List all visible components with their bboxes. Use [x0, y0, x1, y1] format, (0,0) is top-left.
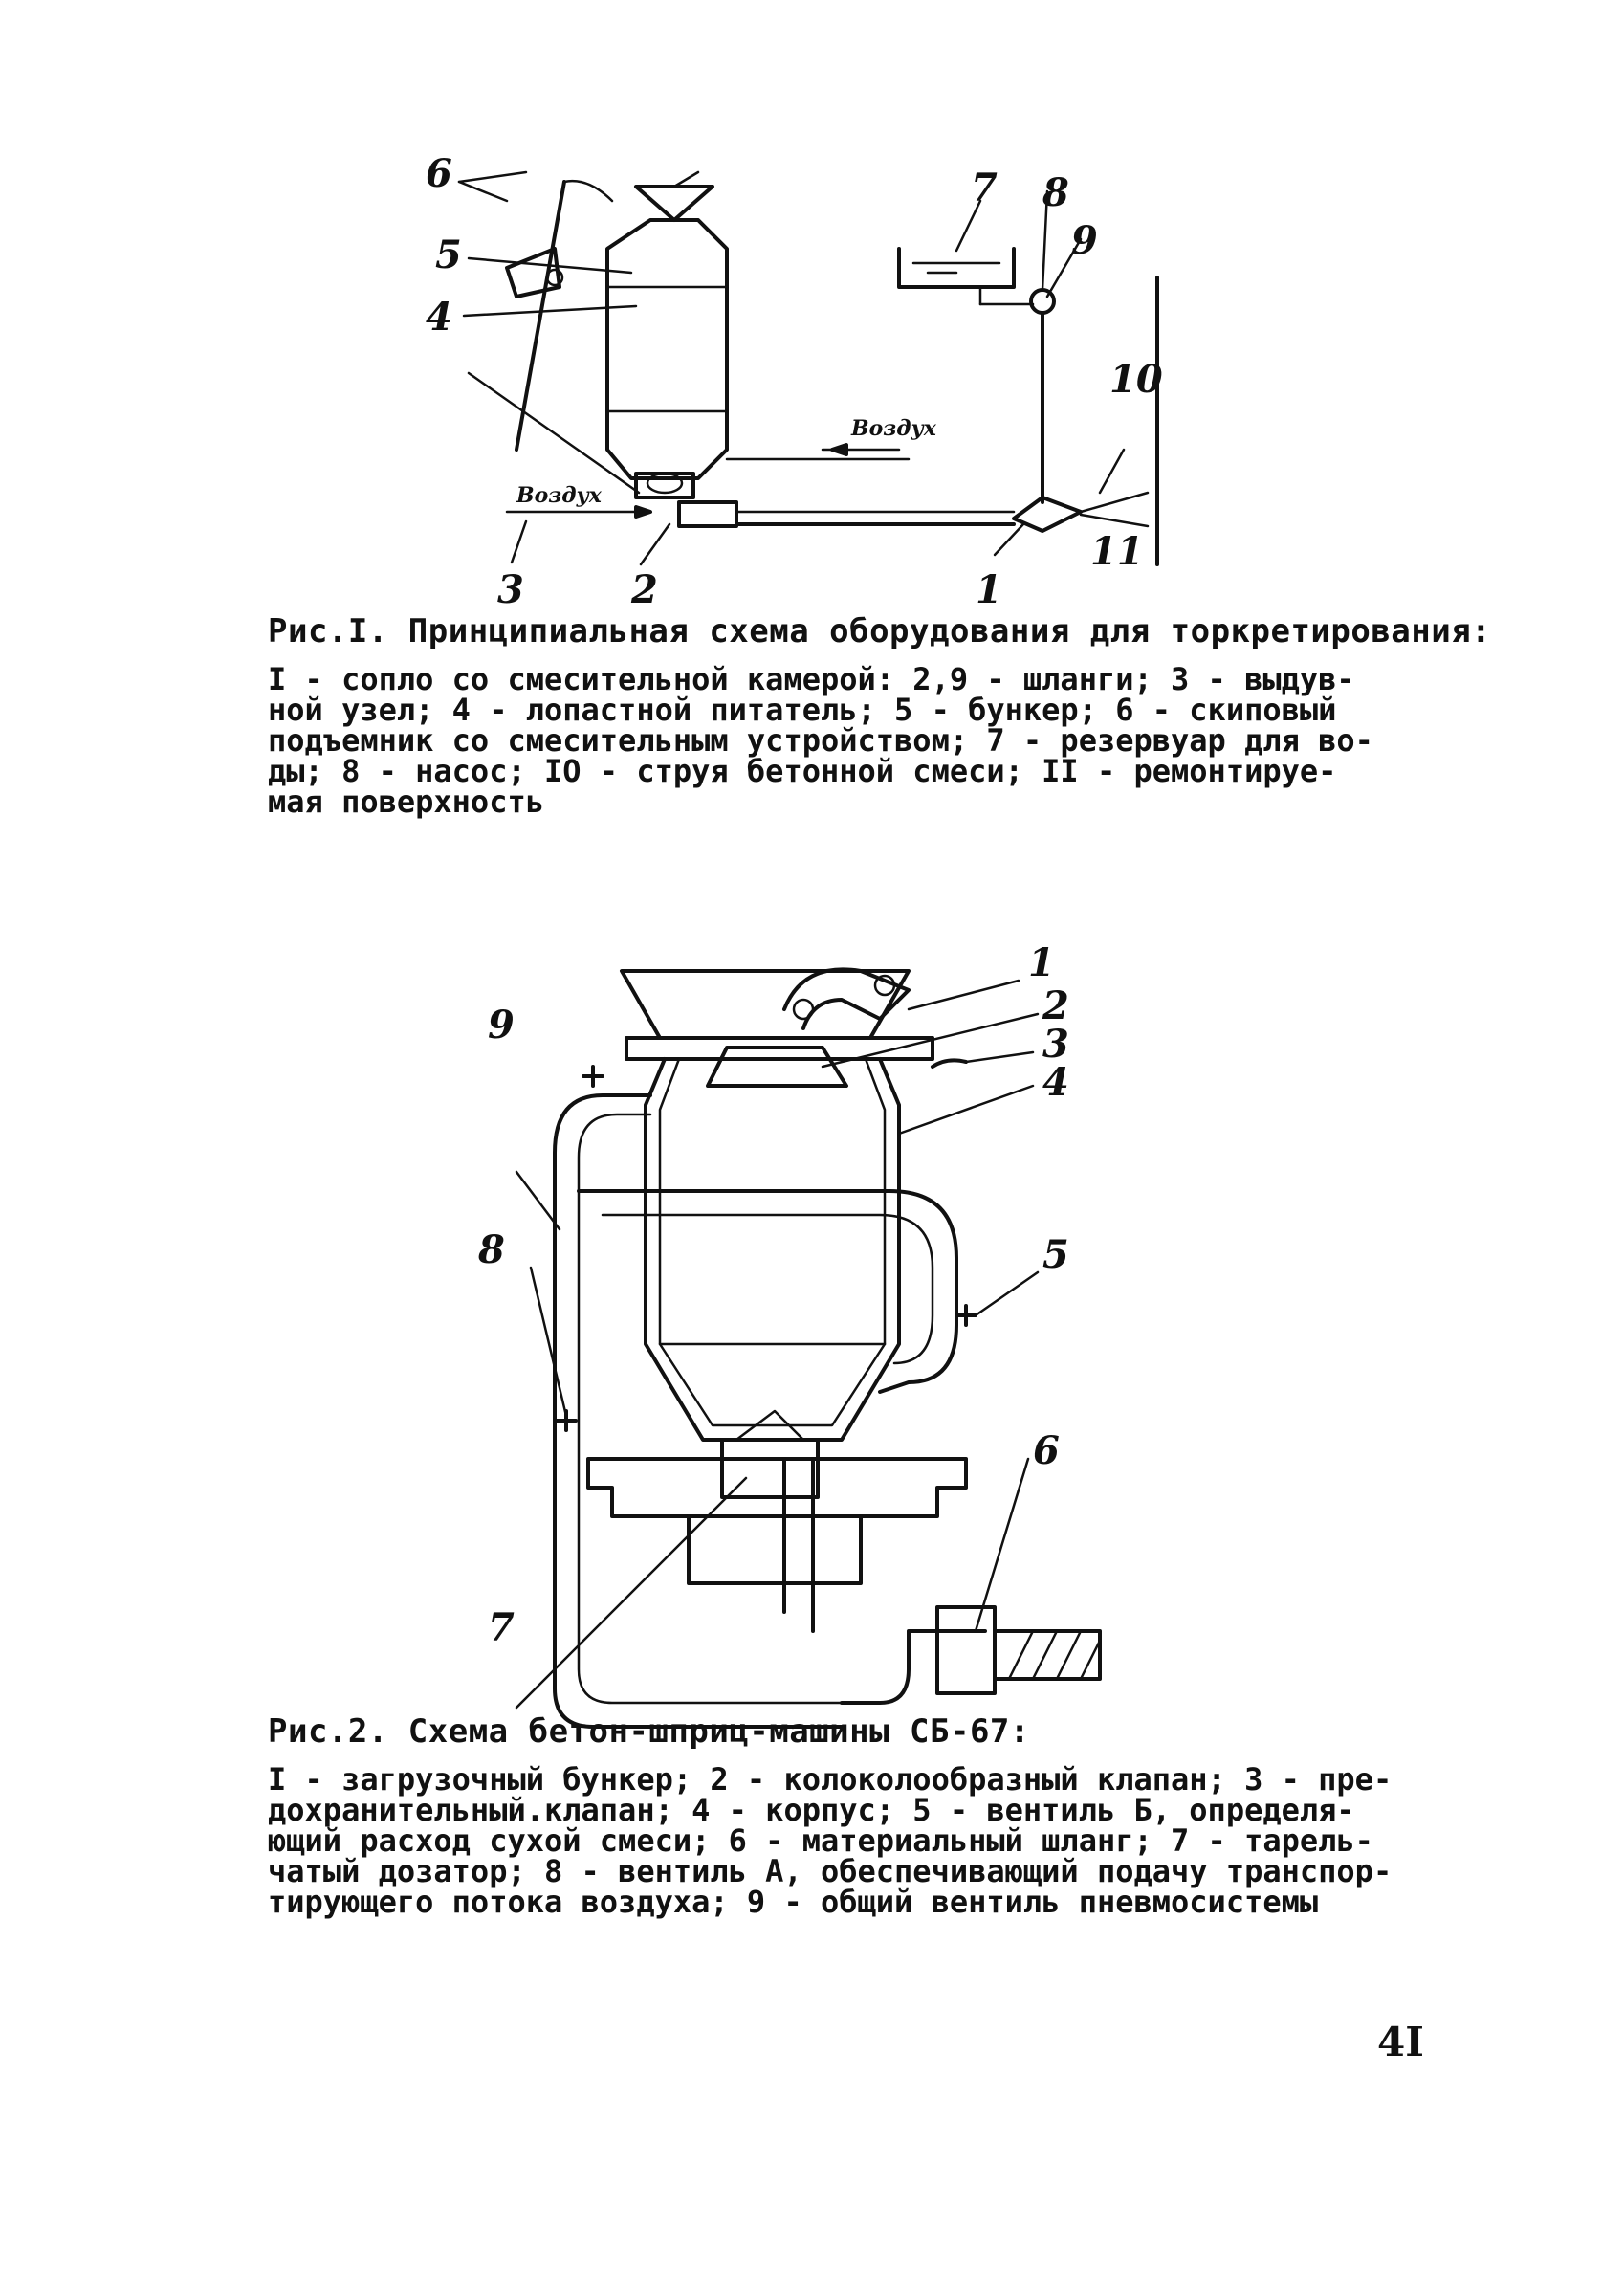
caption-line: I - загрузочный бункер; 2 - колоколообразный клапан; 3 - пре-	[268, 1761, 1393, 1798]
fig2-label-3: 3	[1042, 1022, 1069, 1067]
figure-2-caption-title: Рис.2. Схема бетон-шприц-машины СБ-67:	[268, 1712, 1030, 1751]
caption-line: ной узел; 4 - лопастной питатель; 5 - бункер; 6 - скиповый	[268, 692, 1337, 728]
nozzle	[1014, 497, 1081, 531]
fig2-label-7: 7	[488, 1605, 515, 1650]
fig1-label-7: 7	[971, 166, 998, 210]
fig1-label-9: 9	[1071, 218, 1098, 263]
fig1-label-11: 11	[1090, 529, 1144, 574]
figure-2-caption	[268, 1712, 1454, 1920]
fig2-label-4: 4	[1042, 1060, 1069, 1105]
fig1-label-8: 8	[1042, 170, 1069, 215]
figure-1-caption-body	[268, 661, 1454, 820]
fig2-label-6: 6	[1033, 1428, 1060, 1473]
figure-1-caption-title: Рис.I. Принципиальная схема оборудования для торкретирования:	[268, 612, 1492, 651]
safety-valve	[933, 1060, 966, 1067]
fig1-air-label-upper: Воздух	[851, 416, 936, 441]
blowing-unit	[679, 502, 736, 526]
caption-line: тирующего потока воздуха; 9 - общий вентиль пневмосистемы	[268, 1884, 1319, 1920]
fig1-label-5: 5	[435, 232, 462, 277]
page-number: 4I	[1377, 2019, 1424, 2065]
fig1-label-3: 3	[497, 567, 524, 612]
hopper-funnel	[636, 187, 713, 220]
figure-1-diagram	[421, 151, 1163, 612]
caption-line: I - сопло со смесительной камерой: 2,9 - шланги; 3 - выдув-	[268, 661, 1355, 697]
fig1-label-6: 6	[426, 151, 452, 196]
fig2-label-1: 1	[1028, 940, 1055, 985]
fig1-air-label-lower: Воздух	[516, 483, 602, 508]
fig2-label-9: 9	[488, 1003, 515, 1048]
fig1-label-4: 4	[426, 295, 452, 340]
fig2-label-2: 2	[1042, 983, 1069, 1028]
loading-hopper	[622, 971, 909, 1038]
figure-1-caption	[268, 612, 1492, 820]
fig1-label-2: 2	[631, 567, 658, 612]
bunker-body	[607, 220, 727, 478]
water-tank	[899, 249, 1014, 287]
fig1-label-10: 10	[1109, 357, 1163, 402]
caption-line: ющий расход сухой смеси; 6 - материальный шланг; 7 - тарель-	[268, 1822, 1373, 1859]
figure-2-caption-body	[268, 1761, 1454, 1920]
caption-line: мая поверхность	[268, 783, 544, 820]
fig2-label-5: 5	[1042, 1232, 1069, 1277]
skip-hoist-rail	[516, 182, 564, 450]
caption-line: подъемник со смесительным устройством; 7 - резервуар для во-	[268, 722, 1373, 759]
caption-line: ды; 8 - насос; IO - струя бетонной смеси; II - ремонтируе-	[268, 753, 1337, 789]
fig1-label-1: 1	[976, 567, 1002, 612]
concrete-jet	[1081, 493, 1148, 526]
caption-line: дохранительный.клапан; 4 - корпус; 5 - вентиль Б, определя-	[268, 1792, 1355, 1828]
caption-line: чатый дозатор; 8 - вентиль А, обеспечивающий подачу транспор-	[268, 1853, 1393, 1889]
fig2-label-8: 8	[478, 1227, 505, 1272]
figure-2-diagram	[459, 942, 1129, 1650]
